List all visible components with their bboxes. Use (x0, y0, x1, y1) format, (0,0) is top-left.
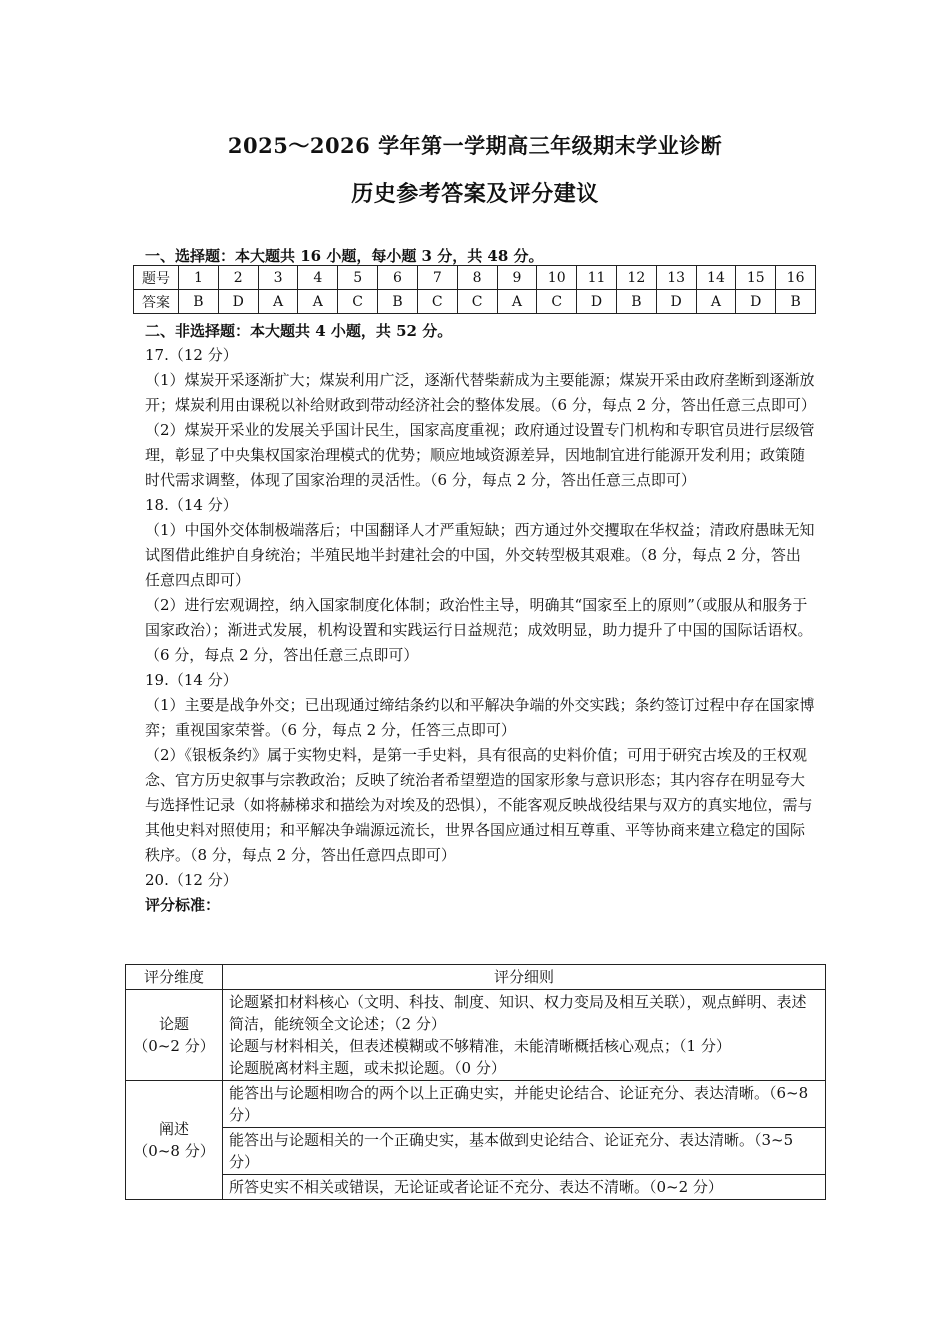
question-number-row (134, 266, 816, 290)
thesis-name: 论题 (158, 1015, 189, 1033)
question-number: 15 (736, 266, 776, 290)
q19-label: 19.（14 分） (145, 671, 238, 689)
argument-criterion: 能答出与论题相关的一个正确史实，基本做到史论结合、论证充分、表达清晰。（3~5 分） (223, 1128, 826, 1175)
answer-cell: B (616, 290, 656, 314)
answer-cell: D (736, 290, 776, 314)
multiple-choice-answer-table (133, 265, 816, 314)
rubric-argument-row (126, 1128, 826, 1175)
rubric-argument-row (126, 1175, 826, 1200)
q17-part2: （2）煤炭开采业的发展关乎国计民生，国家高度重视；政府通过设置专门机构和专职官员进行层级管理，彰显了中央集权国家治理模式的优势；顺应地域资源差异，因地制宜进行能源开发利用；政策随时代需求调整，体现了国家治理的灵活性。（6 分，每点 2 分，答出任意三点即可） (145, 421, 815, 489)
question-number: 8 (457, 266, 497, 290)
answer-cell: A (696, 290, 736, 314)
answer-cell: D (218, 290, 258, 314)
question-number: 3 (258, 266, 298, 290)
grading-standard-label: 评分标准： (145, 896, 221, 914)
argument-range: （0~8 分） (133, 1142, 215, 1160)
rubric-argument-dimension (126, 1081, 223, 1200)
q18-label: 18.（14 分） (145, 496, 238, 514)
answer-cell: B (776, 290, 816, 314)
answer-cell: D (577, 290, 617, 314)
answer-cell: C (338, 290, 378, 314)
rubric-col-details: 评分细则 (223, 965, 826, 990)
rubric-argument-row (126, 1081, 826, 1128)
question-number: 1 (179, 266, 219, 290)
answer-cell: A (497, 290, 537, 314)
answer-cell: B (378, 290, 418, 314)
answer-row (134, 290, 816, 314)
row-label-numbers: 题号 (134, 266, 179, 290)
question-number: 12 (616, 266, 656, 290)
q17-label: 17.（12 分） (145, 346, 238, 364)
section2-heading: 二、非选择题：本大题共 4 小题，共 52 分。 (145, 322, 453, 340)
question-number: 11 (577, 266, 617, 290)
document-subtitle: 历史参考答案及评分建议 (351, 181, 599, 207)
answer-cell: B (179, 290, 219, 314)
constructed-response-answers (145, 343, 815, 918)
question-number: 14 (696, 266, 736, 290)
argument-criterion: 能答出与论题相吻合的两个以上正确史实，并能史论结合、论证充分、表达清晰。（6~8 分） (223, 1081, 826, 1128)
question-number: 13 (656, 266, 696, 290)
q20-label: 20.（12 分） (145, 871, 238, 889)
rubric-thesis-details (223, 990, 826, 1081)
argument-name: 阐述 (158, 1120, 189, 1138)
q18-part2: （2）进行宏观调控，纳入国家制度化体制；政治性主导，明确其“国家至上的原则”（或服从和服务于国家政治）；渐进式发展，机构设置和实践运行日益规范；成效明显，助力提升了中国的国际话语权。（6 分，每点 2 分，答出任意三点即可） (145, 596, 813, 664)
answer-cell: C (417, 290, 457, 314)
thesis-range: （0~2 分） (133, 1037, 215, 1055)
section1-heading: 一、选择题：本大题共 16 小题，每小题 3 分，共 48 分。 (145, 247, 544, 265)
rubric-thesis-dimension (126, 990, 223, 1081)
q19-part1: （1）主要是战争外交；已出现通过缔结条约以和平解决争端的外交实践；条约签订过程中存在国家博弈；重视国家荣誉。（6 分，每点 2 分，任答三点即可） (145, 696, 815, 739)
q19-part2: （2）《银板条约》属于实物史料，是第一手史料，具有很高的史料价值；可用于研究古埃及的王权观念、官方历史叙事与宗教政治；反映了统治者希望塑造的国家形象与意识形态；其内容存在明显夸大与选择性记录（如将赫梯求和描绘为对埃及的恐惧），不能客观反映战役结果与双方的真实地位，需与其他史料对照使用；和平解决争端源远流长，世界各国应通过相互尊重、平等协商来建立稳定的国际秩序。（8 分，每点 2 分，答出任意四点即可） (145, 746, 813, 864)
answer-cell: C (537, 290, 577, 314)
thesis-criterion: 论题脱离材料主题，或未拟论题。（0 分） (229, 1059, 506, 1077)
answer-cell: A (298, 290, 338, 314)
question-number: 2 (218, 266, 258, 290)
answer-cell: A (258, 290, 298, 314)
thesis-criterion: 论题紧扣材料核心（文明、科技、制度、知识、权力变局及相互关联），观点鲜明、表述简洁，能统领全文论述；（2 分） (229, 993, 807, 1033)
rubric-header-row (126, 965, 826, 990)
q20-rubric-table (125, 964, 826, 1200)
question-number: 6 (378, 266, 418, 290)
question-number: 7 (417, 266, 457, 290)
answer-cell: D (656, 290, 696, 314)
question-number: 4 (298, 266, 338, 290)
rubric-thesis-row (126, 990, 826, 1081)
rubric-col-dimension: 评分维度 (126, 965, 223, 990)
question-number: 9 (497, 266, 537, 290)
row-label-answers: 答案 (134, 290, 179, 314)
question-number: 10 (537, 266, 577, 290)
answer-cell: C (457, 290, 497, 314)
thesis-criterion: 论题与材料相关，但表述模糊或不够精准，未能清晰概括核心观点；（1 分） (229, 1037, 731, 1055)
q18-part1: （1）中国外交体制极端落后；中国翻译人才严重短缺；西方通过外交攫取在华权益；清政府愚昧无知试图借此维护自身统治；半殖民地半封建社会的中国，外交转型极其艰难。（8 分，每点 2 分，答出任意四点即可） (145, 521, 815, 589)
argument-criterion: 所答史实不相关或错误，无论证或者论证不充分、表达不清晰。（0~2 分） (223, 1175, 826, 1200)
q17-part1: （1）煤炭开采逐渐扩大；煤炭利用广泛，逐渐代替柴薪成为主要能源；煤炭开采由政府垄断到逐渐放开；煤炭利用由课税以补给财政到带动经济社会的整体发展。（6 分，每点 2 分，答出任意三点即可） (145, 371, 816, 414)
question-number: 16 (776, 266, 816, 290)
document-title: 2025～2026 学年第一学期高三年级期末学业诊断 (227, 133, 723, 158)
question-number: 5 (338, 266, 378, 290)
